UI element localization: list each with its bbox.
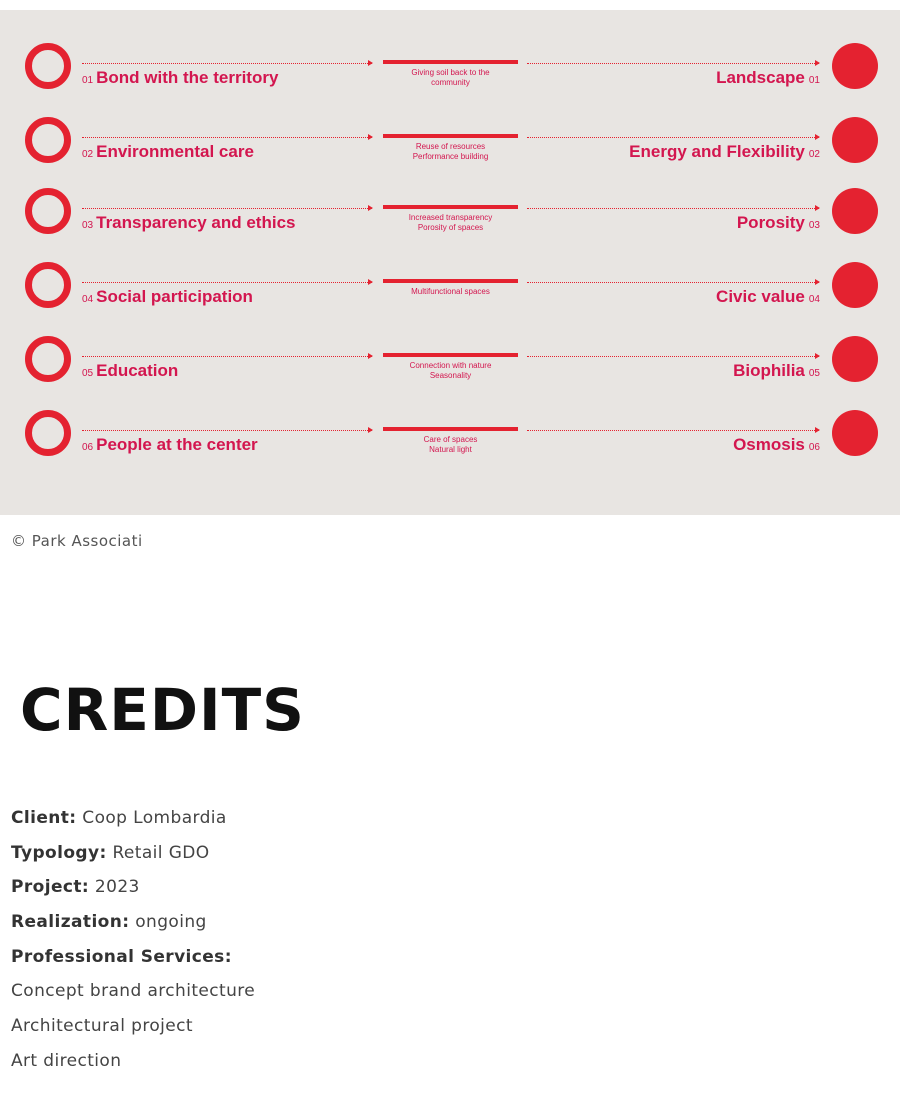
outcome-number: 04 <box>808 294 820 305</box>
arrow-icon <box>815 134 820 140</box>
outcome-title <box>716 287 820 307</box>
arrow-icon <box>368 134 373 140</box>
filled-dot-icon <box>832 410 878 456</box>
value-number: 02 <box>82 149 94 160</box>
value-label: Transparency and ethics <box>96 213 296 232</box>
value-title <box>82 361 178 381</box>
center-bar <box>383 353 518 357</box>
credit-value: 2023 <box>89 877 140 898</box>
credit-value: Retail GDO <box>106 842 210 863</box>
credit-realization <box>11 909 255 944</box>
center-bar <box>383 134 518 138</box>
credit-typology <box>11 840 255 875</box>
value-title <box>82 68 278 88</box>
arrow-icon <box>815 205 820 211</box>
arrow-icon <box>368 60 373 66</box>
value-description: Multifunctional spaces <box>411 287 490 296</box>
value-label: Bond with the territory <box>96 68 279 87</box>
credit-label: Client: <box>11 808 77 828</box>
diagram-row <box>0 188 900 262</box>
value-label: Environmental care <box>96 142 254 161</box>
image-copyright: © Park Associati <box>11 532 143 550</box>
arrow-icon <box>368 205 373 211</box>
value-number: 03 <box>82 220 94 231</box>
arrow-icon <box>368 427 373 433</box>
outcome-label: Landscape <box>716 68 805 87</box>
ring-marker-icon <box>25 410 71 456</box>
filled-dot-icon <box>832 262 878 308</box>
center-bar <box>383 205 518 209</box>
diagram-row <box>0 117 900 191</box>
dotted-connector <box>82 356 372 357</box>
outcome-number: 03 <box>808 220 820 231</box>
values-diagram <box>0 10 900 515</box>
dotted-connector <box>527 356 819 357</box>
dotted-connector <box>527 282 819 283</box>
center-bar <box>383 60 518 64</box>
ring-marker-icon <box>25 43 71 89</box>
filled-dot-icon <box>832 336 878 382</box>
service-item: Concept brand architecture <box>11 981 256 1002</box>
dotted-connector <box>82 430 372 431</box>
center-bar <box>383 279 518 283</box>
value-label: People at the center <box>96 435 258 454</box>
arrow-icon <box>815 279 820 285</box>
dotted-connector <box>527 430 819 431</box>
ring-marker-icon <box>25 262 71 308</box>
diagram-row <box>0 262 900 336</box>
credit-value: ongoing <box>129 912 207 933</box>
service-item: Art direction <box>11 1050 122 1071</box>
center-bar <box>383 427 518 431</box>
value-label: Social participation <box>96 287 253 306</box>
credit-project <box>11 874 255 909</box>
outcome-title <box>629 142 820 162</box>
value-number: 01 <box>82 75 94 86</box>
value-number: 05 <box>82 368 94 379</box>
diagram-row <box>0 410 900 484</box>
credit-label: Realization: <box>11 912 130 933</box>
arrow-icon <box>815 60 820 66</box>
filled-dot-icon <box>832 188 878 234</box>
arrow-icon <box>815 427 820 433</box>
diagram-row <box>0 336 900 410</box>
credit-services <box>11 944 255 979</box>
dotted-connector <box>527 137 819 138</box>
value-title <box>82 213 296 233</box>
dotted-connector <box>527 208 819 209</box>
value-title <box>82 287 253 307</box>
outcome-label: Porosity <box>736 213 805 232</box>
ring-marker-icon <box>25 336 71 382</box>
dotted-connector <box>82 282 372 283</box>
credits-heading: CREDITS <box>20 676 305 744</box>
diagram-row <box>0 43 900 117</box>
filled-dot-icon <box>832 117 878 163</box>
value-title <box>82 435 258 455</box>
credits-list <box>11 805 255 1083</box>
value-description: Connection with nature Seasonality <box>409 361 492 380</box>
outcome-number: 06 <box>808 442 820 453</box>
value-description: Giving soil back to the community <box>411 68 490 87</box>
outcome-title <box>733 361 820 381</box>
credit-label: Typology: <box>11 842 107 863</box>
dotted-connector <box>527 63 819 64</box>
arrow-icon <box>815 353 820 359</box>
value-label: Education <box>96 361 179 380</box>
outcome-number: 02 <box>808 149 820 160</box>
credit-label: Professional Services: <box>11 946 232 967</box>
arrow-icon <box>368 353 373 359</box>
filled-dot-icon <box>832 43 878 89</box>
outcome-label: Biophilia <box>733 361 805 380</box>
outcome-label: Osmosis <box>733 435 805 454</box>
value-description: Increased transparency Porosity of spaces <box>408 213 493 232</box>
value-description: Reuse of resources Performance building <box>412 142 489 161</box>
ring-marker-icon <box>25 117 71 163</box>
credit-label: Project: <box>11 877 90 898</box>
outcome-label: Civic value <box>716 287 805 306</box>
arrow-icon <box>368 279 373 285</box>
outcome-label: Energy and Flexibility <box>629 142 805 161</box>
ring-marker-icon <box>25 188 71 234</box>
value-title <box>82 142 254 162</box>
credit-client <box>11 805 255 840</box>
outcome-title <box>716 68 820 88</box>
credit-value: Coop Lombardia <box>76 808 227 828</box>
outcome-number: 05 <box>808 368 820 379</box>
value-number: 06 <box>82 442 94 453</box>
service-item: Architectural project <box>11 1016 193 1037</box>
dotted-connector <box>82 63 372 64</box>
dotted-connector <box>82 137 372 138</box>
outcome-title <box>733 435 820 455</box>
value-description: Care of spaces Natural light <box>423 435 478 454</box>
outcome-number: 01 <box>808 75 820 86</box>
value-number: 04 <box>82 294 94 305</box>
outcome-title <box>737 213 820 233</box>
dotted-connector <box>82 208 372 209</box>
